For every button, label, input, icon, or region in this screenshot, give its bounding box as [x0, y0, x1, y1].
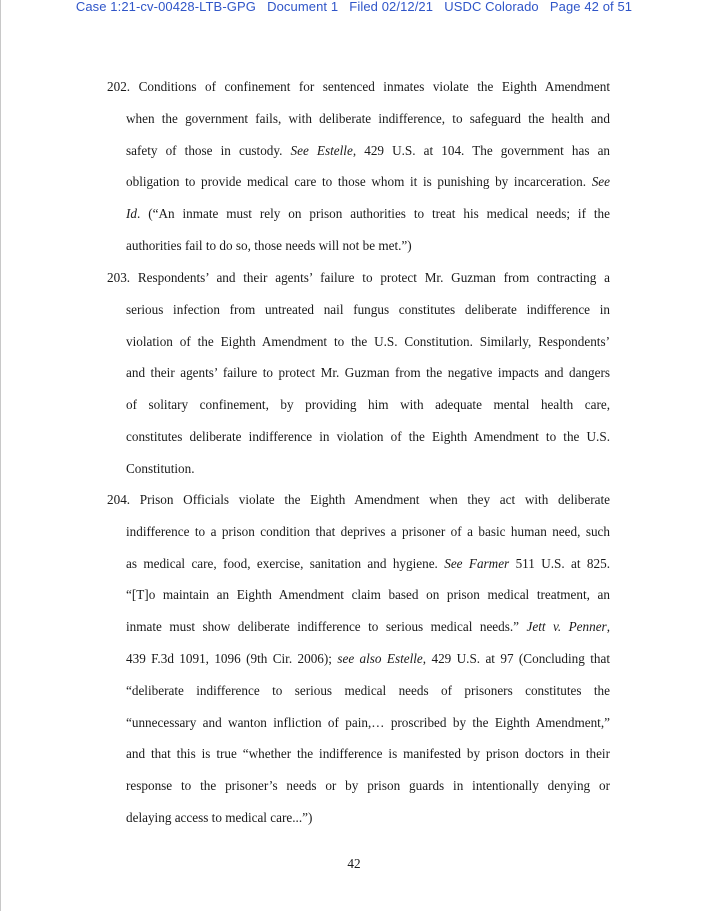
text-line: [126, 683, 610, 699]
text-run: and that this is true “whether the indifference is manifested by prison doctors in their: [126, 746, 610, 762]
italic-citation: see also Estelle: [337, 651, 423, 666]
text-line: [126, 746, 610, 762]
italic-citation: Jett v. Penner: [526, 619, 607, 635]
text-line: [107, 492, 610, 508]
text-run: and their agents’ failure to protect Mr. Guzman from the negative impacts and dangers: [126, 365, 610, 381]
text-run: ,: [606, 619, 610, 635]
text-line: [107, 79, 610, 95]
text-line: [107, 270, 610, 286]
text-line: [126, 174, 610, 190]
text-line: [126, 715, 610, 731]
text-run: safety of those in custody.: [126, 142, 291, 158]
italic-citation: See Estelle: [290, 142, 353, 158]
text-run: when the government fails, with deliberate indifference, to safeguard the health and: [126, 110, 610, 126]
text-line: [126, 143, 610, 159]
text-line: [126, 587, 610, 603]
text-run: as medical care, food, exercise, sanitation and hygiene.: [126, 555, 445, 571]
italic-citation: See Farmer: [444, 555, 510, 571]
text-line: [126, 238, 610, 254]
text-run: serious infection from untreated nail fungus constitutes deliberate indifference in: [126, 301, 610, 317]
text-line: [126, 206, 610, 222]
text-line: [126, 365, 610, 381]
text-line: [126, 619, 610, 635]
text-line: [126, 429, 610, 445]
text-run: “unnecessary and wanton infliction of pain,… proscribed by the Eighth Amendment,”: [126, 714, 610, 730]
text-line: [126, 556, 610, 572]
text-line: [126, 334, 610, 350]
text-line: [126, 397, 610, 413]
text-run: delaying access to medical care...”): [126, 810, 313, 825]
text-run: “deliberate indifference to serious medical needs of prisoners constitutes the: [126, 682, 610, 698]
text-run: of solitary confinement, by providing him with adequate mental health care,: [126, 397, 610, 413]
text-run: obligation to provide medical care to those whom it is punishing by incarceration.: [126, 174, 592, 190]
text-run: inmate must show deliberate indifference to serious medical needs.”: [126, 619, 527, 635]
text-line: [126, 524, 610, 540]
text-run: 202. Conditions of confinement for sentenced inmates violate the Eighth Amendment: [107, 79, 610, 94]
text-run: 439 F.3d 1091, 1096 (9th Cir. 2006);: [126, 651, 338, 666]
italic-citation: See: [591, 174, 610, 190]
text-run: 204. Prison Officials violate the Eighth Amendment when they act with deliberate: [107, 492, 610, 507]
court-filing-header: Case 1:21-cv-00428-LTB-GPG Document 1 Filed 02/12/21 USDC Colorado Page 42 of 51: [75, 0, 633, 14]
text-run: indifference to a prison condition that deprives a prisoner of a basic human need, such: [126, 523, 610, 539]
italic-citation: Id: [126, 206, 137, 222]
text-run: , 429 U.S. at 97 (Concluding that: [422, 651, 610, 666]
text-line: [126, 651, 610, 667]
text-run: , 429 U.S. at 104. The government has an: [352, 142, 611, 158]
text-run: 203. Respondents’ and their agents’ failure to protect Mr. Guzman from contracting a: [107, 270, 610, 285]
text-run: 511 U.S. at 825.: [509, 555, 611, 571]
text-run: response to the prisoner’s needs or by prison guards in intentionally denying or: [126, 778, 610, 794]
text-run: authorities fail to do so, those needs will not be met.”): [126, 238, 412, 253]
text-line: [126, 461, 610, 477]
page-number: 42: [347, 856, 361, 871]
text-run: constitutes deliberate indifference in violation of the Eighth Amendment to the U.S.: [126, 429, 610, 444]
text-run: violation of the Eighth Amendment to the U.S. Constitution. Similarly, Respondents’: [126, 333, 610, 349]
text-run: “[T]o maintain an Eighth Amendment claim based on prison medical treatment, an: [126, 587, 610, 603]
text-line: [126, 302, 610, 318]
text-line: [126, 810, 610, 826]
text-line: [126, 111, 610, 127]
text-line: [126, 778, 610, 794]
text-run: . (“An inmate must rely on prison authorities to treat his medical needs; if the: [137, 206, 610, 222]
text-run: Constitution.: [126, 460, 195, 476]
